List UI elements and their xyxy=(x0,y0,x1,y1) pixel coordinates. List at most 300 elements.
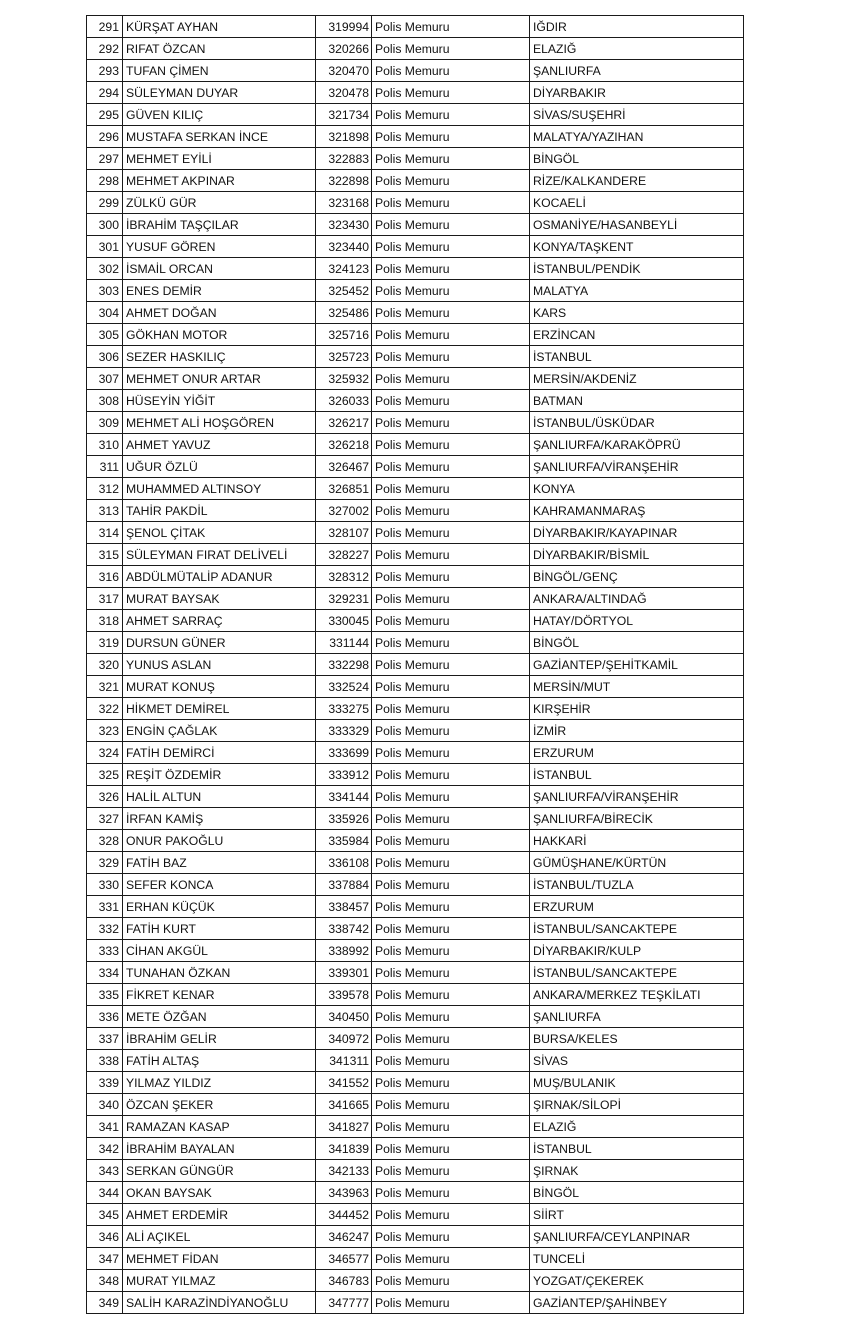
assignment-location-cell: KOCAELİ xyxy=(530,192,744,214)
assignment-location-cell: MUŞ/BULANIK xyxy=(530,1072,744,1094)
assignment-location-cell: İSTANBUL xyxy=(530,1138,744,1160)
registry-number-cell: 326218 xyxy=(316,434,372,456)
assignment-location-cell: BİNGÖL xyxy=(530,1182,744,1204)
name-cell: SÜLEYMAN DUYAR xyxy=(123,82,316,104)
table-row xyxy=(87,302,744,324)
name-cell: FİKRET KENAR xyxy=(123,984,316,1006)
row-number-cell: 314 xyxy=(87,522,123,544)
table-row xyxy=(87,632,744,654)
registry-number-cell: 327002 xyxy=(316,500,372,522)
registry-number-cell: 320470 xyxy=(316,60,372,82)
table-row xyxy=(87,918,744,940)
rank-cell: Polis Memuru xyxy=(372,522,530,544)
assignment-location-cell: YOZGAT/ÇEKEREK xyxy=(530,1270,744,1292)
name-cell: FATİH DEMİRCİ xyxy=(123,742,316,764)
row-number-cell: 311 xyxy=(87,456,123,478)
assignment-location-cell: GAZİANTEP/ŞEHİTKAMİL xyxy=(530,654,744,676)
table-row xyxy=(87,1094,744,1116)
rank-cell: Polis Memuru xyxy=(372,764,530,786)
row-number-cell: 329 xyxy=(87,852,123,874)
table-row xyxy=(87,698,744,720)
table-row xyxy=(87,456,744,478)
assignment-location-cell: ŞANLIURFA/BİRECİK xyxy=(530,808,744,830)
table-row xyxy=(87,1226,744,1248)
rank-cell: Polis Memuru xyxy=(372,280,530,302)
rank-cell: Polis Memuru xyxy=(372,60,530,82)
assignment-location-cell: KIRŞEHİR xyxy=(530,698,744,720)
row-number-cell: 324 xyxy=(87,742,123,764)
table-row xyxy=(87,60,744,82)
rank-cell: Polis Memuru xyxy=(372,830,530,852)
registry-number-cell: 328312 xyxy=(316,566,372,588)
table-row xyxy=(87,566,744,588)
assignment-location-cell: KAHRAMANMARAŞ xyxy=(530,500,744,522)
rank-cell: Polis Memuru xyxy=(372,962,530,984)
row-number-cell: 340 xyxy=(87,1094,123,1116)
assignment-location-cell: IĞDIR xyxy=(530,16,744,38)
name-cell: YUSUF GÖREN xyxy=(123,236,316,258)
name-cell: ABDÜLMÜTALİP ADANUR xyxy=(123,566,316,588)
name-cell: METE ÖZĞAN xyxy=(123,1006,316,1028)
assignment-location-cell: İSTANBUL/PENDİK xyxy=(530,258,744,280)
rank-cell: Polis Memuru xyxy=(372,1160,530,1182)
registry-number-cell: 332524 xyxy=(316,676,372,698)
name-cell: MURAT KONUŞ xyxy=(123,676,316,698)
registry-number-cell: 326851 xyxy=(316,478,372,500)
row-number-cell: 301 xyxy=(87,236,123,258)
assignment-location-cell: BURSA/KELES xyxy=(530,1028,744,1050)
table-row xyxy=(87,1138,744,1160)
row-number-cell: 327 xyxy=(87,808,123,830)
name-cell: SERKAN GÜNGÜR xyxy=(123,1160,316,1182)
table-row xyxy=(87,1050,744,1072)
row-number-cell: 319 xyxy=(87,632,123,654)
name-cell: MUHAMMED ALTINSOY xyxy=(123,478,316,500)
name-cell: İBRAHİM GELİR xyxy=(123,1028,316,1050)
table-row xyxy=(87,742,744,764)
name-cell: ERHAN KÜÇÜK xyxy=(123,896,316,918)
rank-cell: Polis Memuru xyxy=(372,346,530,368)
registry-number-cell: 341665 xyxy=(316,1094,372,1116)
table-row xyxy=(87,1182,744,1204)
registry-number-cell: 325452 xyxy=(316,280,372,302)
row-number-cell: 331 xyxy=(87,896,123,918)
name-cell: HALİL ALTUN xyxy=(123,786,316,808)
registry-number-cell: 329231 xyxy=(316,588,372,610)
row-number-cell: 308 xyxy=(87,390,123,412)
registry-number-cell: 337884 xyxy=(316,874,372,896)
registry-number-cell: 344452 xyxy=(316,1204,372,1226)
registry-number-cell: 341827 xyxy=(316,1116,372,1138)
name-cell: SEZER HASKILIÇ xyxy=(123,346,316,368)
assignment-location-cell: ŞANLIURFA xyxy=(530,1006,744,1028)
rank-cell: Polis Memuru xyxy=(372,676,530,698)
assignment-location-cell: ERZURUM xyxy=(530,742,744,764)
name-cell: ÖZCAN ŞEKER xyxy=(123,1094,316,1116)
assignment-location-cell: GÜMÜŞHANE/KÜRTÜN xyxy=(530,852,744,874)
name-cell: TAHİR PAKDİL xyxy=(123,500,316,522)
name-cell: ONUR PAKOĞLU xyxy=(123,830,316,852)
row-number-cell: 317 xyxy=(87,588,123,610)
name-cell: GÖKHAN MOTOR xyxy=(123,324,316,346)
rank-cell: Polis Memuru xyxy=(372,1182,530,1204)
row-number-cell: 334 xyxy=(87,962,123,984)
row-number-cell: 330 xyxy=(87,874,123,896)
table-row xyxy=(87,16,744,38)
rank-cell: Polis Memuru xyxy=(372,1028,530,1050)
name-cell: AHMET ERDEMİR xyxy=(123,1204,316,1226)
rank-cell: Polis Memuru xyxy=(372,16,530,38)
row-number-cell: 297 xyxy=(87,148,123,170)
assignment-location-cell: İSTANBUL/SANCAKTEPE xyxy=(530,918,744,940)
rank-cell: Polis Memuru xyxy=(372,654,530,676)
name-cell: MEHMET ONUR ARTAR xyxy=(123,368,316,390)
rank-cell: Polis Memuru xyxy=(372,588,530,610)
registry-number-cell: 323430 xyxy=(316,214,372,236)
table-row xyxy=(87,588,744,610)
rank-cell: Polis Memuru xyxy=(372,852,530,874)
rank-cell: Polis Memuru xyxy=(372,1204,530,1226)
row-number-cell: 344 xyxy=(87,1182,123,1204)
table-row xyxy=(87,368,744,390)
name-cell: CİHAN AKGÜL xyxy=(123,940,316,962)
name-cell: FATİH BAZ xyxy=(123,852,316,874)
table-row xyxy=(87,390,744,412)
rank-cell: Polis Memuru xyxy=(372,390,530,412)
assignment-location-cell: HATAY/DÖRTYOL xyxy=(530,610,744,632)
row-number-cell: 316 xyxy=(87,566,123,588)
registry-number-cell: 325932 xyxy=(316,368,372,390)
row-number-cell: 338 xyxy=(87,1050,123,1072)
row-number-cell: 320 xyxy=(87,654,123,676)
name-cell: İSMAİL ORCAN xyxy=(123,258,316,280)
registry-number-cell: 333699 xyxy=(316,742,372,764)
registry-number-cell: 341311 xyxy=(316,1050,372,1072)
registry-number-cell: 335984 xyxy=(316,830,372,852)
name-cell: SALİH KARAZİNDİYANOĞLU xyxy=(123,1292,316,1314)
rank-cell: Polis Memuru xyxy=(372,610,530,632)
row-number-cell: 303 xyxy=(87,280,123,302)
rank-cell: Polis Memuru xyxy=(372,456,530,478)
table-row xyxy=(87,148,744,170)
rank-cell: Polis Memuru xyxy=(372,1292,530,1314)
row-number-cell: 298 xyxy=(87,170,123,192)
rank-cell: Polis Memuru xyxy=(372,1072,530,1094)
rank-cell: Polis Memuru xyxy=(372,566,530,588)
row-number-cell: 293 xyxy=(87,60,123,82)
row-number-cell: 325 xyxy=(87,764,123,786)
rank-cell: Polis Memuru xyxy=(372,434,530,456)
table-row xyxy=(87,500,744,522)
assignment-location-cell: İSTANBUL/TUZLA xyxy=(530,874,744,896)
name-cell: MEHMET ALİ HOŞGÖREN xyxy=(123,412,316,434)
registry-number-cell: 347777 xyxy=(316,1292,372,1314)
row-number-cell: 337 xyxy=(87,1028,123,1050)
registry-number-cell: 334144 xyxy=(316,786,372,808)
row-number-cell: 291 xyxy=(87,16,123,38)
name-cell: OKAN BAYSAK xyxy=(123,1182,316,1204)
name-cell: MEHMET AKPINAR xyxy=(123,170,316,192)
assignment-location-cell: ŞANLIURFA/CEYLANPINAR xyxy=(530,1226,744,1248)
registry-number-cell: 338457 xyxy=(316,896,372,918)
assignment-location-cell: HAKKARİ xyxy=(530,830,744,852)
registry-number-cell: 326217 xyxy=(316,412,372,434)
registry-number-cell: 326033 xyxy=(316,390,372,412)
rank-cell: Polis Memuru xyxy=(372,1138,530,1160)
name-cell: GÜVEN KILIÇ xyxy=(123,104,316,126)
row-number-cell: 322 xyxy=(87,698,123,720)
name-cell: HÜSEYİN YİĞİT xyxy=(123,390,316,412)
name-cell: İBRAHİM TAŞÇILAR xyxy=(123,214,316,236)
table-row xyxy=(87,1072,744,1094)
table-row xyxy=(87,82,744,104)
table-row xyxy=(87,324,744,346)
registry-number-cell: 338992 xyxy=(316,940,372,962)
personnel-table xyxy=(86,15,744,1314)
table-row xyxy=(87,38,744,60)
table-row xyxy=(87,214,744,236)
rank-cell: Polis Memuru xyxy=(372,368,530,390)
rank-cell: Polis Memuru xyxy=(372,1116,530,1138)
rank-cell: Polis Memuru xyxy=(372,126,530,148)
name-cell: MURAT YILMAZ xyxy=(123,1270,316,1292)
name-cell: REŞİT ÖZDEMİR xyxy=(123,764,316,786)
rank-cell: Polis Memuru xyxy=(372,1094,530,1116)
assignment-location-cell: BATMAN xyxy=(530,390,744,412)
registry-number-cell: 320266 xyxy=(316,38,372,60)
name-cell: İBRAHİM BAYALAN xyxy=(123,1138,316,1160)
row-number-cell: 304 xyxy=(87,302,123,324)
row-number-cell: 328 xyxy=(87,830,123,852)
table-row xyxy=(87,192,744,214)
rank-cell: Polis Memuru xyxy=(372,632,530,654)
registry-number-cell: 330045 xyxy=(316,610,372,632)
rank-cell: Polis Memuru xyxy=(372,214,530,236)
registry-number-cell: 323440 xyxy=(316,236,372,258)
rank-cell: Polis Memuru xyxy=(372,808,530,830)
row-number-cell: 346 xyxy=(87,1226,123,1248)
rank-cell: Polis Memuru xyxy=(372,544,530,566)
row-number-cell: 339 xyxy=(87,1072,123,1094)
row-number-cell: 312 xyxy=(87,478,123,500)
table-row xyxy=(87,170,744,192)
rank-cell: Polis Memuru xyxy=(372,236,530,258)
row-number-cell: 292 xyxy=(87,38,123,60)
row-number-cell: 315 xyxy=(87,544,123,566)
rank-cell: Polis Memuru xyxy=(372,104,530,126)
registry-number-cell: 319994 xyxy=(316,16,372,38)
name-cell: KÜRŞAT AYHAN xyxy=(123,16,316,38)
registry-number-cell: 328107 xyxy=(316,522,372,544)
assignment-location-cell: OSMANİYE/HASANBEYLİ xyxy=(530,214,744,236)
table-row xyxy=(87,940,744,962)
table-row xyxy=(87,1028,744,1050)
table-row xyxy=(87,1292,744,1314)
table-row xyxy=(87,1248,744,1270)
registry-number-cell: 346783 xyxy=(316,1270,372,1292)
name-cell: AHMET YAVUZ xyxy=(123,434,316,456)
row-number-cell: 296 xyxy=(87,126,123,148)
rank-cell: Polis Memuru xyxy=(372,940,530,962)
rank-cell: Polis Memuru xyxy=(372,720,530,742)
assignment-location-cell: BİNGÖL xyxy=(530,148,744,170)
name-cell: ŞENOL ÇİTAK xyxy=(123,522,316,544)
table-row xyxy=(87,104,744,126)
registry-number-cell: 332298 xyxy=(316,654,372,676)
registry-number-cell: 335926 xyxy=(316,808,372,830)
rank-cell: Polis Memuru xyxy=(372,170,530,192)
registry-number-cell: 339578 xyxy=(316,984,372,1006)
row-number-cell: 342 xyxy=(87,1138,123,1160)
assignment-location-cell: BİNGÖL xyxy=(530,632,744,654)
rank-cell: Polis Memuru xyxy=(372,148,530,170)
assignment-location-cell: ŞANLIURFA xyxy=(530,60,744,82)
name-cell: MUSTAFA SERKAN İNCE xyxy=(123,126,316,148)
rank-cell: Polis Memuru xyxy=(372,742,530,764)
row-number-cell: 306 xyxy=(87,346,123,368)
row-number-cell: 294 xyxy=(87,82,123,104)
assignment-location-cell: ERZİNCAN xyxy=(530,324,744,346)
rank-cell: Polis Memuru xyxy=(372,192,530,214)
table-row xyxy=(87,346,744,368)
name-cell: RAMAZAN KASAP xyxy=(123,1116,316,1138)
assignment-location-cell: GAZİANTEP/ŞAHİNBEY xyxy=(530,1292,744,1314)
rank-cell: Polis Memuru xyxy=(372,82,530,104)
rank-cell: Polis Memuru xyxy=(372,786,530,808)
name-cell: YUNUS ASLAN xyxy=(123,654,316,676)
name-cell: MEHMET FİDAN xyxy=(123,1248,316,1270)
registry-number-cell: 331144 xyxy=(316,632,372,654)
assignment-location-cell: ŞIRNAK xyxy=(530,1160,744,1182)
table-row xyxy=(87,808,744,830)
name-cell: FATİH KURT xyxy=(123,918,316,940)
assignment-location-cell: TUNCELİ xyxy=(530,1248,744,1270)
row-number-cell: 345 xyxy=(87,1204,123,1226)
table-row xyxy=(87,544,744,566)
assignment-location-cell: SİVAS/SUŞEHRİ xyxy=(530,104,744,126)
name-cell: SÜLEYMAN FIRAT DELİVELİ xyxy=(123,544,316,566)
table-row xyxy=(87,1116,744,1138)
assignment-location-cell: RİZE/KALKANDERE xyxy=(530,170,744,192)
rank-cell: Polis Memuru xyxy=(372,874,530,896)
rank-cell: Polis Memuru xyxy=(372,918,530,940)
table-row xyxy=(87,984,744,1006)
registry-number-cell: 339301 xyxy=(316,962,372,984)
name-cell: YILMAZ YILDIZ xyxy=(123,1072,316,1094)
registry-number-cell: 342133 xyxy=(316,1160,372,1182)
rank-cell: Polis Memuru xyxy=(372,896,530,918)
assignment-location-cell: ANKARA/ALTINDAĞ xyxy=(530,588,744,610)
registry-number-cell: 328227 xyxy=(316,544,372,566)
registry-number-cell: 338742 xyxy=(316,918,372,940)
name-cell: TUFAN ÇİMEN xyxy=(123,60,316,82)
row-number-cell: 348 xyxy=(87,1270,123,1292)
assignment-location-cell: SİVAS xyxy=(530,1050,744,1072)
table-row xyxy=(87,236,744,258)
row-number-cell: 323 xyxy=(87,720,123,742)
registry-number-cell: 346577 xyxy=(316,1248,372,1270)
table-row xyxy=(87,654,744,676)
table-row xyxy=(87,874,744,896)
name-cell: UĞUR ÖZLÜ xyxy=(123,456,316,478)
name-cell: RIFAT ÖZCAN xyxy=(123,38,316,60)
row-number-cell: 343 xyxy=(87,1160,123,1182)
name-cell: AHMET DOĞAN xyxy=(123,302,316,324)
registry-number-cell: 341552 xyxy=(316,1072,372,1094)
table-row xyxy=(87,478,744,500)
table-row xyxy=(87,1006,744,1028)
assignment-location-cell: KARS xyxy=(530,302,744,324)
assignment-location-cell: ŞANLIURFA/VİRANŞEHİR xyxy=(530,456,744,478)
registry-number-cell: 325486 xyxy=(316,302,372,324)
table-row xyxy=(87,1270,744,1292)
row-number-cell: 307 xyxy=(87,368,123,390)
name-cell: ENGİN ÇAĞLAK xyxy=(123,720,316,742)
name-cell: MEHMET EYİLİ xyxy=(123,148,316,170)
registry-number-cell: 325723 xyxy=(316,346,372,368)
assignment-location-cell: İSTANBUL xyxy=(530,764,744,786)
registry-number-cell: 320478 xyxy=(316,82,372,104)
name-cell: ALİ AÇIKEL xyxy=(123,1226,316,1248)
assignment-location-cell: DİYARBAKIR/KULP xyxy=(530,940,744,962)
table-row xyxy=(87,786,744,808)
registry-number-cell: 321898 xyxy=(316,126,372,148)
assignment-location-cell: ERZURUM xyxy=(530,896,744,918)
row-number-cell: 309 xyxy=(87,412,123,434)
table-body xyxy=(87,16,744,1314)
row-number-cell: 336 xyxy=(87,1006,123,1028)
assignment-location-cell: ŞANLIURFA/VİRANŞEHİR xyxy=(530,786,744,808)
name-cell: DURSUN GÜNER xyxy=(123,632,316,654)
registry-number-cell: 323168 xyxy=(316,192,372,214)
registry-number-cell: 340450 xyxy=(316,1006,372,1028)
registry-number-cell: 340972 xyxy=(316,1028,372,1050)
row-number-cell: 326 xyxy=(87,786,123,808)
row-number-cell: 295 xyxy=(87,104,123,126)
assignment-location-cell: BİNGÖL/GENÇ xyxy=(530,566,744,588)
rank-cell: Polis Memuru xyxy=(372,1006,530,1028)
assignment-location-cell: ŞIRNAK/SİLOPİ xyxy=(530,1094,744,1116)
rank-cell: Polis Memuru xyxy=(372,500,530,522)
rank-cell: Polis Memuru xyxy=(372,698,530,720)
table-row xyxy=(87,676,744,698)
table-row xyxy=(87,522,744,544)
assignment-location-cell: İSTANBUL/SANCAKTEPE xyxy=(530,962,744,984)
row-number-cell: 305 xyxy=(87,324,123,346)
assignment-location-cell: DİYARBAKIR/KAYAPINAR xyxy=(530,522,744,544)
assignment-location-cell: DİYARBAKIR xyxy=(530,82,744,104)
registry-number-cell: 333912 xyxy=(316,764,372,786)
assignment-location-cell: ELAZIĞ xyxy=(530,38,744,60)
registry-number-cell: 341839 xyxy=(316,1138,372,1160)
table-row xyxy=(87,764,744,786)
name-cell: ENES DEMİR xyxy=(123,280,316,302)
row-number-cell: 333 xyxy=(87,940,123,962)
assignment-location-cell: ŞANLIURFA/KARAKÖPRÜ xyxy=(530,434,744,456)
table-row xyxy=(87,1204,744,1226)
rank-cell: Polis Memuru xyxy=(372,1270,530,1292)
table-row xyxy=(87,962,744,984)
registry-number-cell: 346247 xyxy=(316,1226,372,1248)
table-row xyxy=(87,1160,744,1182)
row-number-cell: 302 xyxy=(87,258,123,280)
registry-number-cell: 324123 xyxy=(316,258,372,280)
table-row xyxy=(87,830,744,852)
rank-cell: Polis Memuru xyxy=(372,1248,530,1270)
table-row xyxy=(87,412,744,434)
name-cell: ZÜLKÜ GÜR xyxy=(123,192,316,214)
rank-cell: Polis Memuru xyxy=(372,38,530,60)
